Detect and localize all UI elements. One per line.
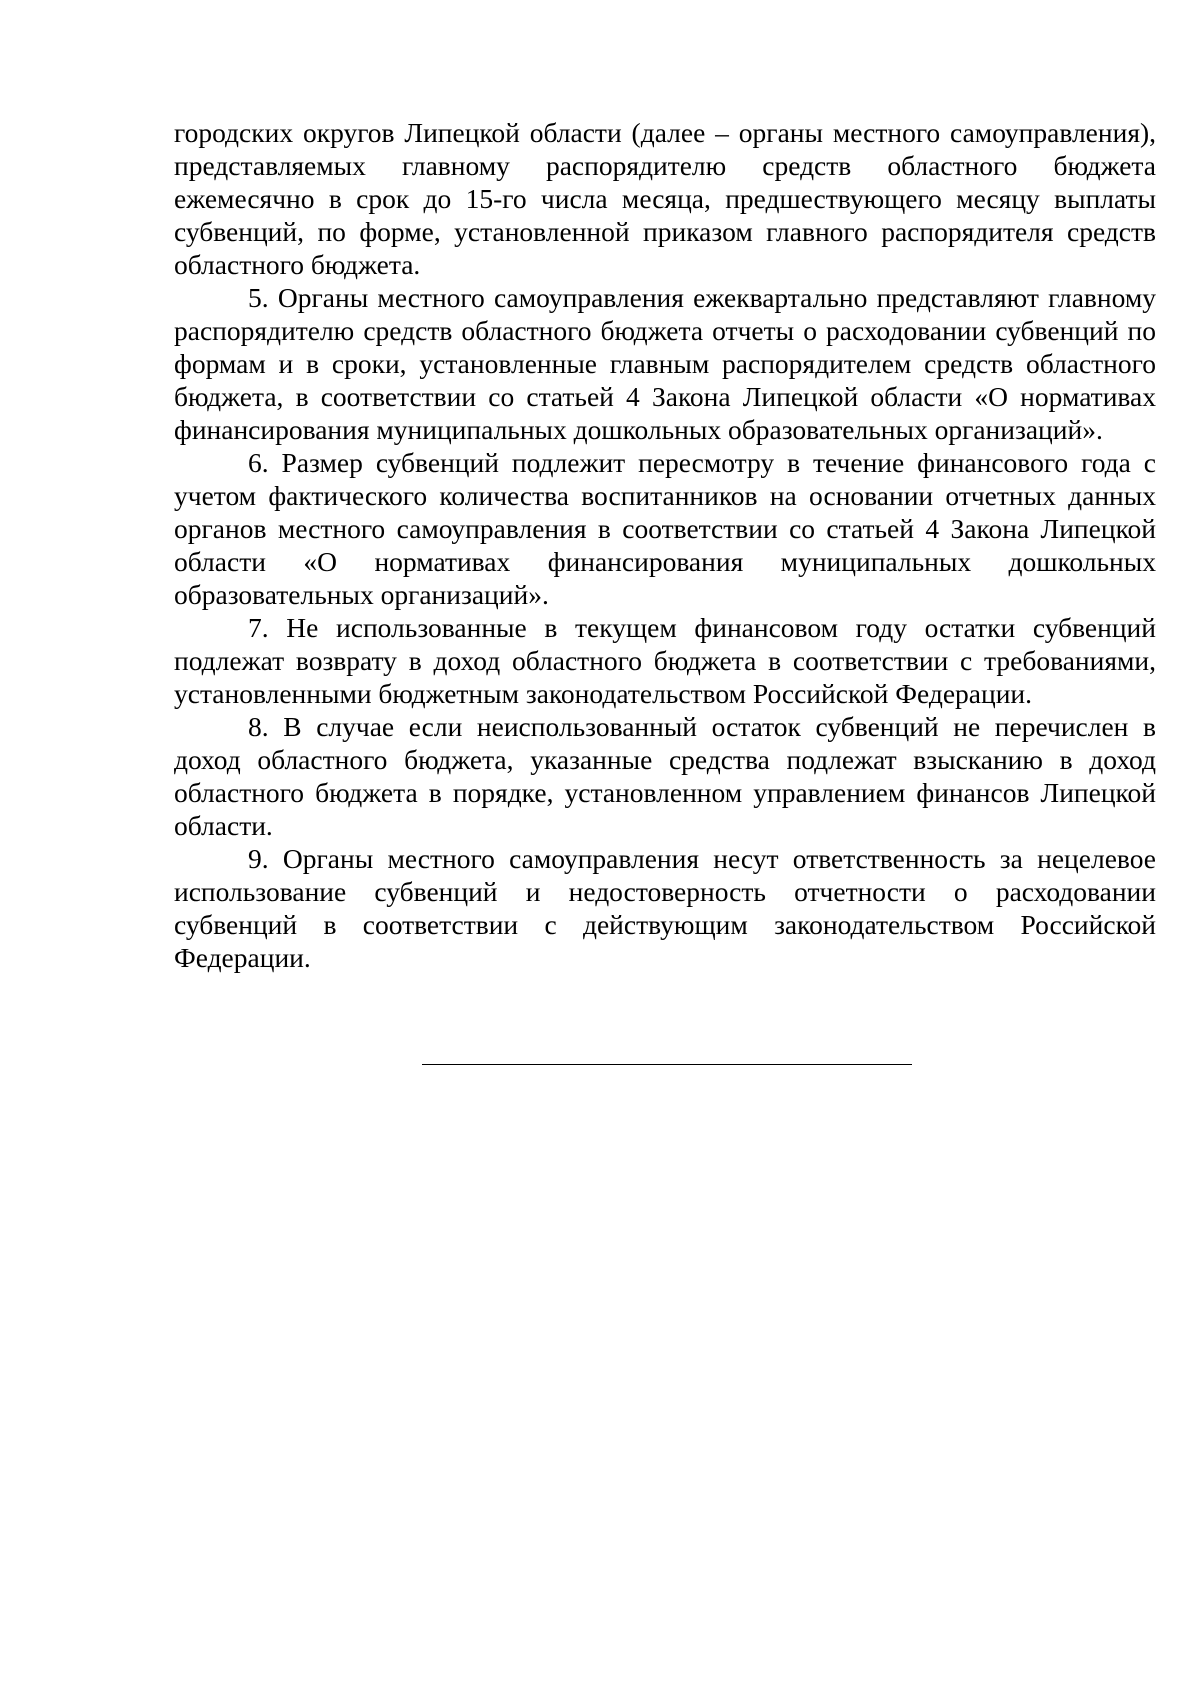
paragraph-item-5: 5. Органы местного самоуправления ежеквартально представляют главному распорядителю средств областного бюджета отчеты о расходовании субвенций по формам и в сроки, установленные главным распорядителем средств областного бюджета, в соответствии со статьей 4 Закона Липецкой области «О нормативах финансирования муниципальных дошкольных образовательных организаций». — [174, 282, 1156, 445]
document-body — [174, 116, 1156, 974]
paragraph-item-9: 9. Органы местного самоуправления несут ответственность за нецелевое использование субвенций и недостоверность отчетности о расходовании субвенций в соответствии с действующим законодательством Российской Федерации. — [174, 843, 1156, 973]
paragraph-item-7: 7. Не использованные в текущем финансовом году остатки субвенций подлежат возврату в доход областного бюджета в соответствии с требованиями, установленными бюджетным законодательством Российской Федерации. — [174, 612, 1156, 709]
paragraph-item-8: 8. В случае если неиспользованный остаток субвенций не перечислен в доход областного бюджета, указанные средства подлежат взысканию в доход областного бюджета в порядке, установленном управлением финансов Липецкой области. — [174, 711, 1156, 841]
end-of-document-rule — [422, 1064, 912, 1065]
paragraph-item-6: 6. Размер субвенций подлежит пересмотру в течение финансового года с учетом фактического количества воспитанников на основании отчетных данных органов местного самоуправления в соответствии со статьей 4 Закона Липецкой области «О нормативах финансирования муниципальных дошкольных образовательных организаций». — [174, 447, 1156, 610]
paragraph-continuation: городских округов Липецкой области (далее – органы местного самоуправления), представляемых главному распорядителю средств областного бюджета ежемесячно в срок до 15-го числа месяца, предшествующего месяцу выплаты субвенций, по форме, установленной приказом главного распорядителя средств областного бюджета. — [174, 117, 1156, 280]
